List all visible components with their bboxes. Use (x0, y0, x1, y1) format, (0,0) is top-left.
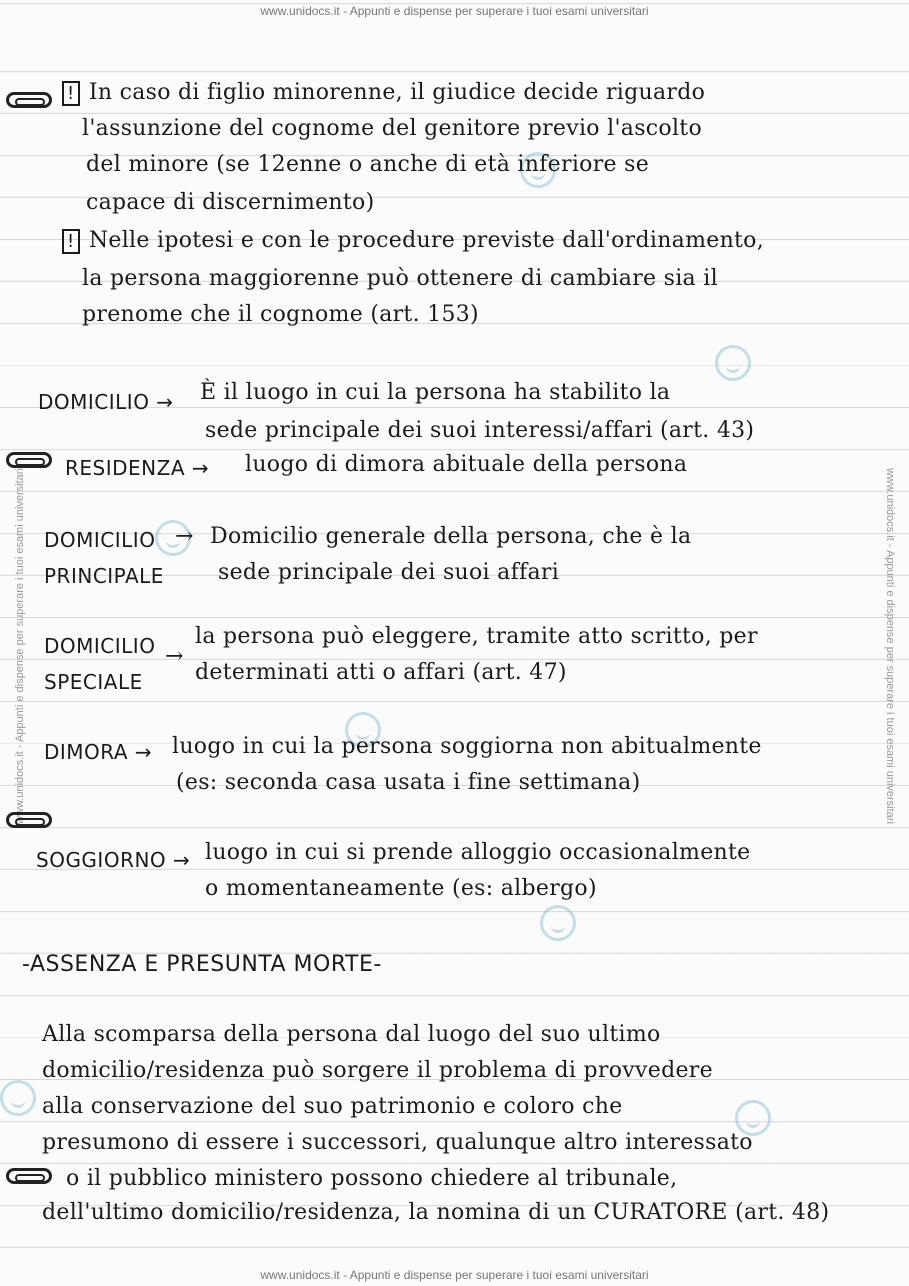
term-principale: PRINCIPALE (44, 564, 164, 588)
note-line: luogo in cui si prende alloggio occasionalmente (205, 840, 751, 865)
note-line: determinati atti o affari (art. 47) (195, 660, 567, 685)
paperclip-icon (6, 92, 52, 108)
note-line: luogo di dimora abituale della persona (245, 452, 688, 477)
paperclip-icon (6, 1168, 52, 1184)
note-line: sede principale dei suoi interessi/affari (art. 43) (205, 418, 755, 443)
term-domicilio: DOMICILIO → (38, 390, 174, 414)
note-line: luogo in cui la persona soggiorna non abitualmente (172, 734, 762, 759)
term-dimora: DIMORA → (44, 740, 153, 764)
note-line: o momentaneamente (es: albergo) (205, 876, 597, 901)
term-residenza: RESIDENZA → (65, 456, 210, 480)
note-line: prenome che il cognome (art. 153) (82, 302, 479, 327)
term-domicilio: DOMICILIO (44, 528, 156, 552)
unidocs-logo-icon (0, 1080, 36, 1116)
note-line: la persona può eleggere, tramite atto scritto, per (195, 624, 758, 649)
section-title: -ASSENZA E PRESUNTA MORTE- (22, 952, 382, 977)
term-speciale: SPECIALE (44, 670, 143, 694)
paperclip-icon (6, 452, 52, 468)
paperclip-icon (6, 812, 52, 828)
note-line: alla conservazione del suo patrimonio e coloro che (42, 1094, 623, 1119)
exclamation-icon: ! (62, 81, 80, 106)
note-line: dell'ultimo domicilio/residenza, la nomina di un CURATORE (art. 48) (42, 1200, 830, 1225)
unidocs-logo-icon (715, 345, 751, 381)
note-line: o il pubblico ministero possono chiedere al tribunale, (66, 1166, 678, 1191)
arrow-icon: → (175, 524, 194, 549)
note-line: Alla scomparsa della persona dal luogo del suo ultimo (42, 1022, 661, 1047)
note-line: È il luogo in cui la persona ha stabilito la (200, 380, 671, 405)
arrow-icon: → (165, 644, 184, 669)
note-line: del minore (se 12enne o anche di età inferiore se (86, 152, 650, 177)
note-line: ! Nelle ipotesi e con le procedure previste dall'ordinamento, (62, 228, 764, 254)
note-line: Domicilio generale della persona, che è la (210, 524, 692, 549)
note-line: sede principale dei suoi affari (218, 560, 560, 585)
note-line: domicilio/residenza può sorgere il problema di provvedere (42, 1058, 713, 1083)
note-line: capace di discernimento) (86, 190, 375, 215)
note-line: l'assunzione del cognome del genitore previo l'ascolto (82, 116, 702, 141)
term-domicilio: DOMICILIO (44, 634, 156, 658)
watermark-top: www.unidocs.it - Appunti e dispense per superare i tuoi esami universitari (260, 4, 649, 18)
watermark-side-right: www.unidocs.it - Appunti e dispense per superare i tuoi esami universitari (884, 468, 896, 824)
note-line: (es: seconda casa usata i fine settimana) (176, 770, 641, 795)
exclamation-icon: ! (62, 229, 80, 254)
term-soggiorno: SOGGIORNO → (36, 848, 191, 872)
note-line: ! In caso di figlio minorenne, il giudice decide riguardo (62, 80, 705, 106)
unidocs-logo-icon (540, 905, 576, 941)
note-line: presumono di essere i successori, qualunque altro interessato (42, 1130, 753, 1155)
watermark-side-left: www.unidocs.it - Appunti e dispense per superare i tuoi esami universitari (14, 468, 26, 824)
note-line: la persona maggiorenne può ottenere di cambiare sia il (82, 266, 718, 291)
watermark-bottom: www.unidocs.it - Appunti e dispense per superare i tuoi esami universitari (260, 1268, 649, 1282)
